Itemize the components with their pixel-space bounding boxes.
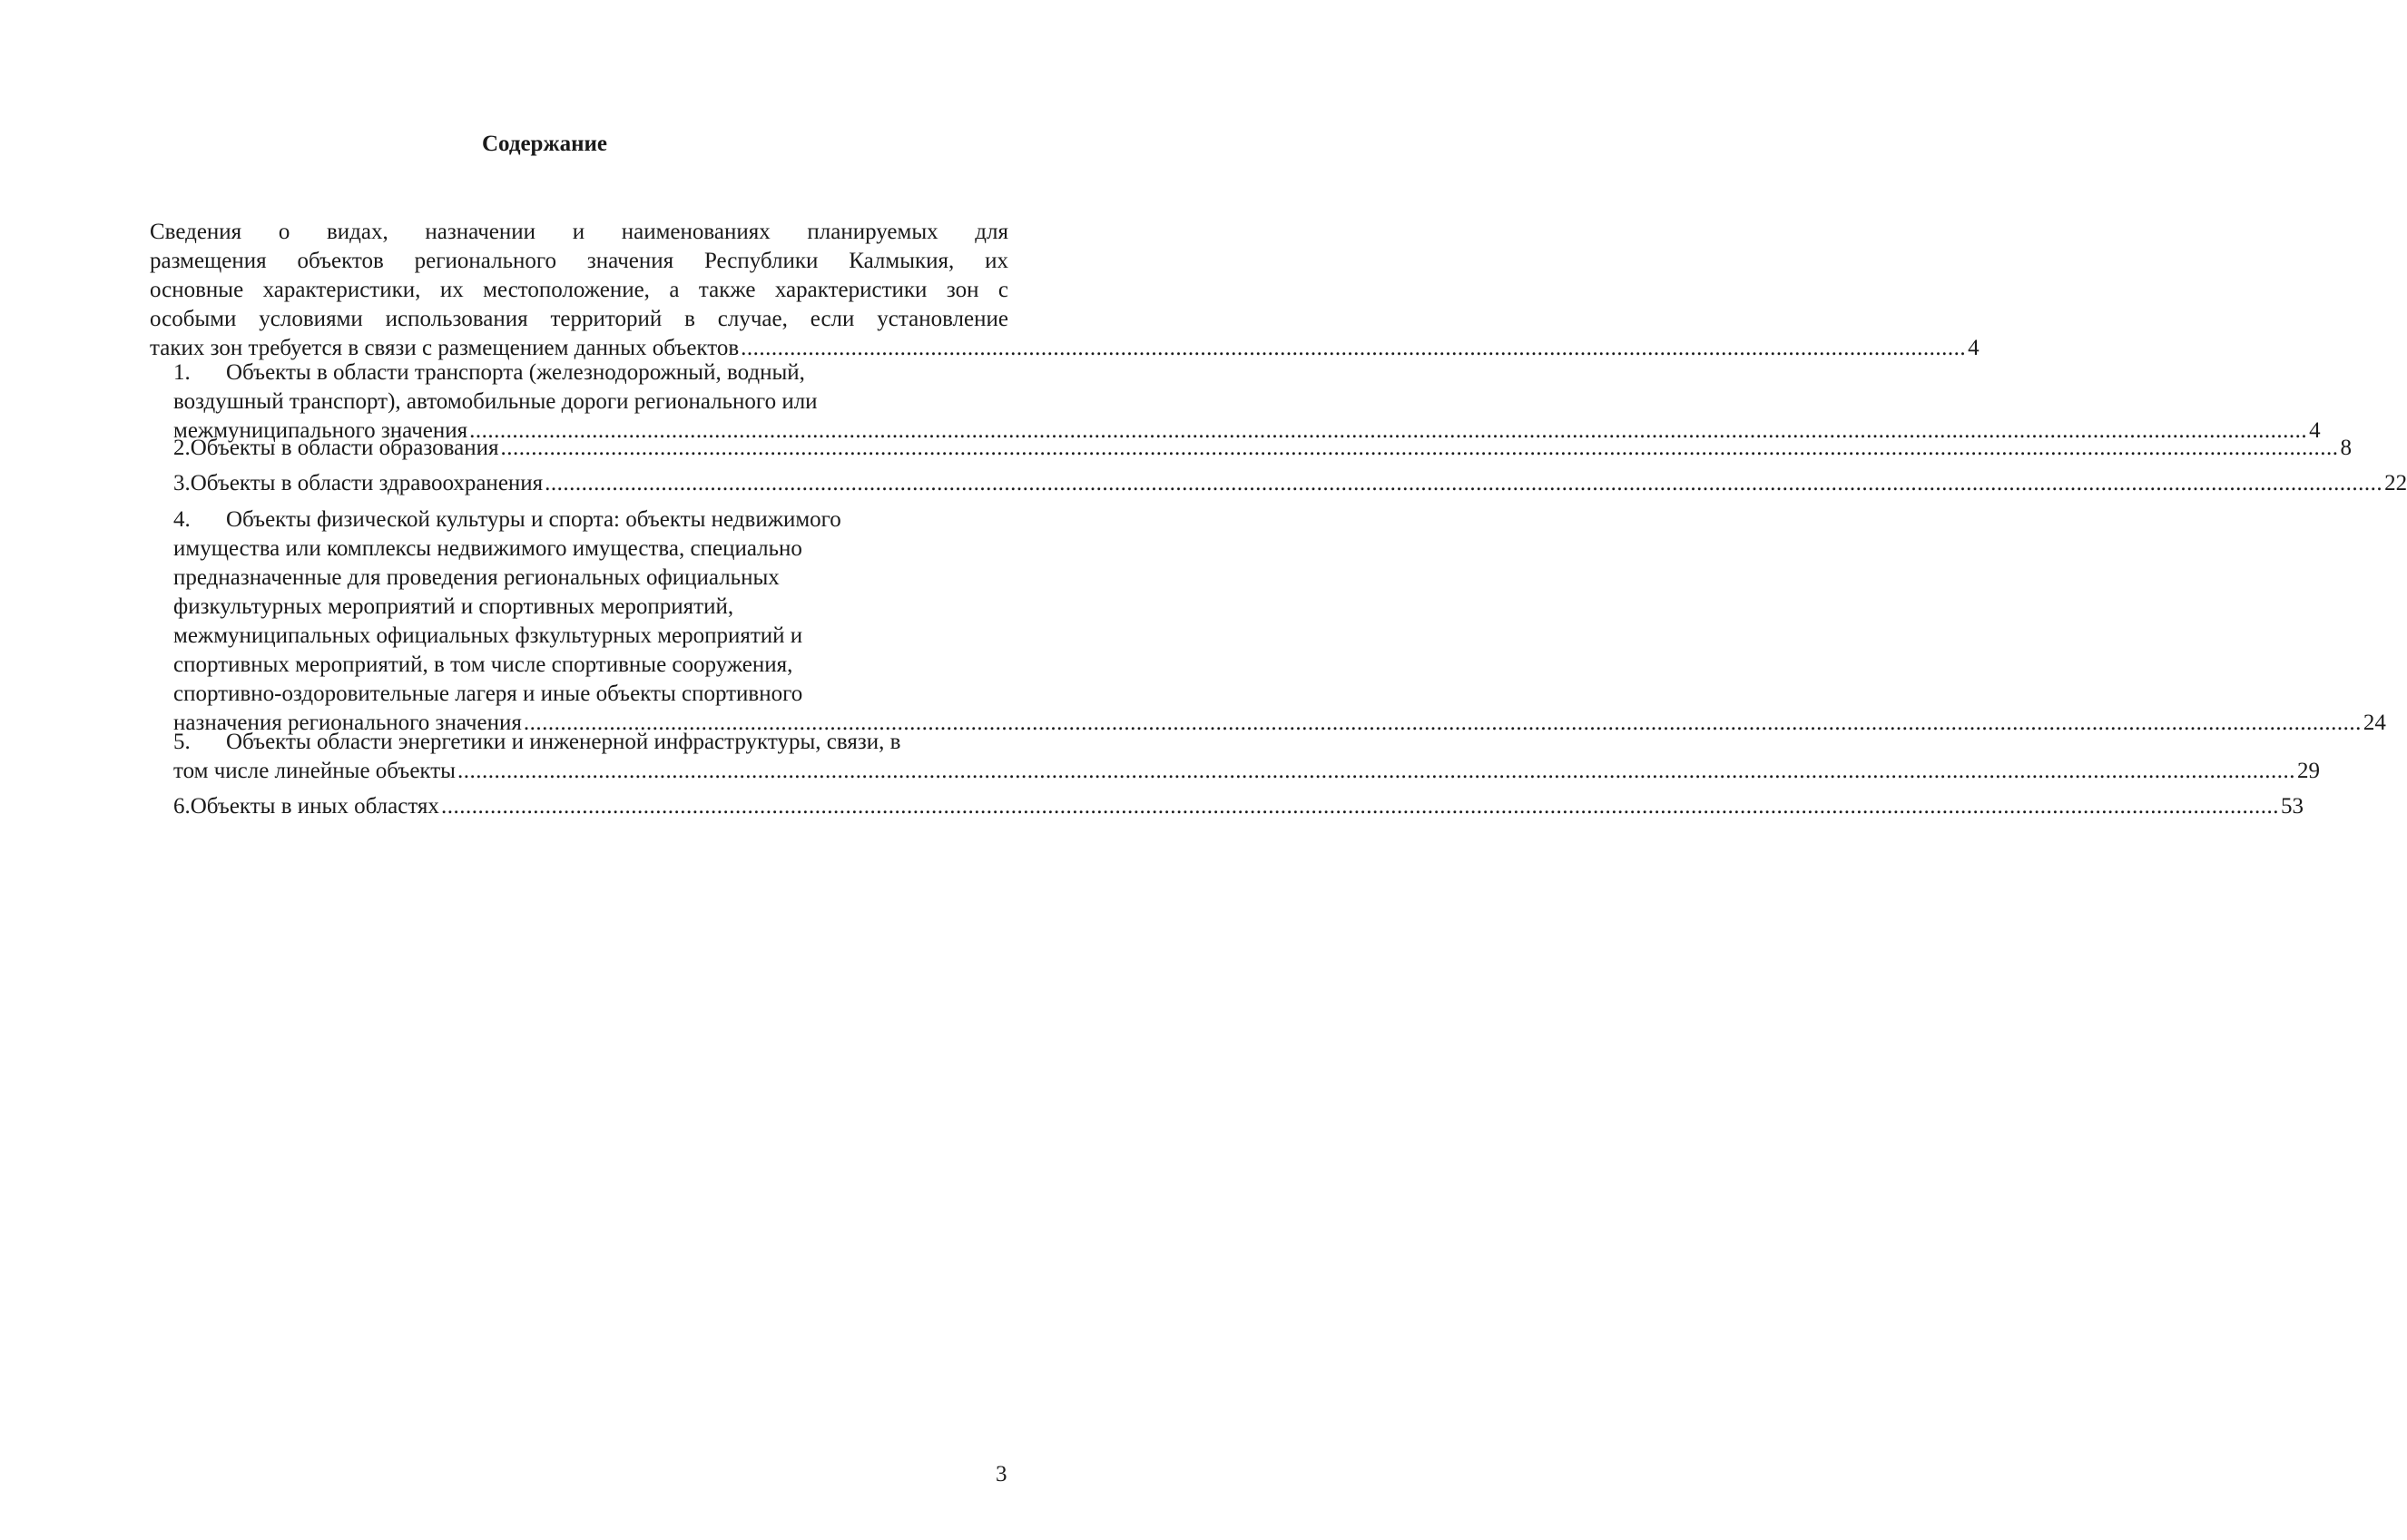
toc-entry-text: Объекты физической культуры и спорта: объекты недвижимого bbox=[226, 507, 841, 532]
toc-entry-text: имущества или комплексы недвижимого имущества, специально bbox=[173, 536, 802, 561]
toc-entry-number: 5. bbox=[173, 730, 191, 754]
toc-intro-line: особыми условиями использования территорий в случае, если установление bbox=[150, 307, 1008, 331]
toc-entry-line bbox=[173, 593, 1008, 622]
dot-leader: ............................................................................................................................................................................................................................................................................................................ bbox=[457, 759, 2295, 783]
toc-entry bbox=[173, 792, 2304, 821]
toc-page-number: 8 bbox=[2340, 436, 2352, 460]
toc-page-number: 53 bbox=[2280, 794, 2304, 819]
toc-entry-line bbox=[173, 680, 1008, 709]
toc-page-number: 4 bbox=[2309, 418, 2321, 443]
toc-entry-line bbox=[173, 564, 1008, 593]
toc-entry bbox=[173, 469, 2407, 498]
toc-entry-title: назначения регионального значения bbox=[173, 711, 522, 735]
dot-leader: ............................................................................................................................................................................................................................................................................................................ bbox=[545, 471, 2383, 495]
toc-entry-text: спортивно-оздоровительные лагеря и иные объекты спортивного bbox=[173, 682, 803, 706]
toc-entry-title: Объекты в области образования bbox=[190, 436, 499, 460]
toc-page-number: 4 bbox=[1968, 336, 1980, 360]
dot-leader: ............................................................................................................................................................................................................................................................................................................ bbox=[469, 418, 2308, 443]
toc-entry-number: 1. bbox=[173, 360, 191, 385]
toc-page-number: 22 bbox=[2384, 471, 2407, 495]
toc-entry-text: Объекты в области транспорта (железнодорожный, водный, bbox=[226, 360, 805, 385]
dot-leader: ........................................................................................................................................................................................................ bbox=[741, 336, 1967, 360]
toc-entry-text: физкультурных мероприятий и спортивных мероприятий, bbox=[173, 594, 734, 619]
toc-entry-line bbox=[173, 728, 1008, 757]
toc-entry bbox=[173, 358, 2321, 446]
toc-entry-line bbox=[173, 622, 1008, 651]
toc-entry-number: 2. bbox=[173, 436, 191, 460]
toc-entry-text: воздушный транспорт), автомобильные дороги регионального или bbox=[173, 389, 818, 414]
toc-entry-title: Объекты в иных областях bbox=[190, 794, 439, 819]
toc-entry-line bbox=[173, 358, 1008, 387]
toc-page-number: 29 bbox=[2296, 759, 2320, 783]
toc-entry-title: том числе линейные объекты bbox=[173, 759, 456, 783]
toc-entry-title: Объекты в области здравоохранения bbox=[190, 471, 544, 495]
page-number: 3 bbox=[996, 1462, 1007, 1486]
toc-entry-text: Объекты области энергетики и инженерной инфраструктуры, связи, в bbox=[226, 730, 901, 754]
toc-intro-last-text: таких зон требуется в связи с размещением данных объектов bbox=[150, 336, 740, 360]
dot-leader: ............................................................................................................................................................................................................................................................................................................ bbox=[523, 711, 2362, 735]
toc-entry-last-line bbox=[173, 792, 2304, 821]
toc-entry-last-line bbox=[173, 434, 2352, 463]
page-title: Содержание bbox=[481, 132, 607, 156]
toc-entry-last-line bbox=[173, 757, 2320, 786]
toc-entry bbox=[173, 434, 2352, 463]
toc-entry-text: межмуниципальных официальных фзкультурных мероприятий и bbox=[173, 623, 803, 648]
toc-entry-last-line bbox=[173, 469, 2407, 498]
toc-entry-text: спортивных мероприятий, в том числе спортивные сооружения, bbox=[173, 652, 793, 677]
dot-leader: ............................................................................................................................................................................................................................................................................................................ bbox=[500, 436, 2339, 460]
toc-entry-number: 4. bbox=[173, 507, 191, 532]
toc-page-number: 24 bbox=[2363, 711, 2386, 735]
toc-entry-title: межмуниципального значения bbox=[173, 418, 468, 443]
toc-entry-line bbox=[173, 387, 1008, 417]
toc-intro-line: размещения объектов регионального значения Республики Калмыкия, их bbox=[150, 249, 1008, 273]
toc-entry-line bbox=[173, 505, 1008, 535]
toc-entry-number: 3. bbox=[173, 471, 191, 495]
toc-entry bbox=[173, 505, 2386, 738]
toc-entry-text: предназначенные для проведения региональных официальных bbox=[173, 565, 780, 590]
toc-entry-number: 6. bbox=[173, 794, 191, 819]
toc-intro-entry bbox=[150, 218, 1980, 363]
toc-entry bbox=[173, 728, 2320, 786]
toc-intro-line: Сведения о видах, назначении и наименованиях планируемых для bbox=[150, 220, 1008, 244]
dot-leader: ............................................................................................................................................................................................................................................................................................................ bbox=[440, 794, 2279, 819]
toc-entry-line bbox=[173, 651, 1008, 680]
toc-entry-line bbox=[173, 535, 1008, 564]
toc-intro-line: основные характеристики, их местоположение, а также характеристики зон с bbox=[150, 278, 1008, 302]
